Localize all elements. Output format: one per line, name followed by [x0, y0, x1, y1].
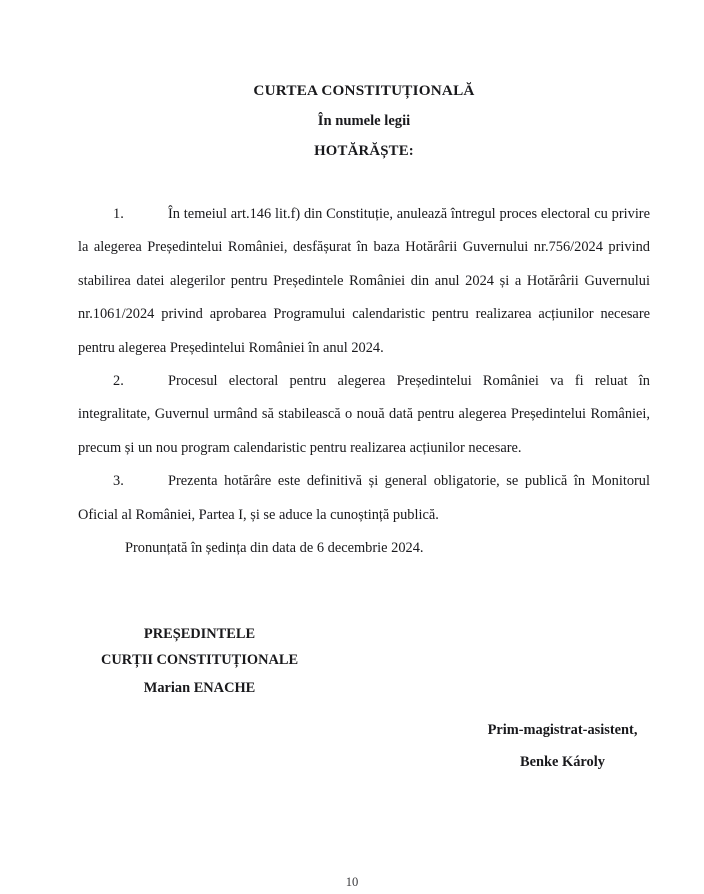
document-header: [78, 78, 650, 165]
signature-block-magistrate: [440, 714, 685, 778]
magistrate-name: Benke Károly: [520, 754, 605, 770]
page-number: 10: [345, 875, 359, 889]
paragraph-number-3: 3.: [113, 473, 124, 490]
decides-heading: HOTĂRĂȘTE:: [314, 143, 414, 159]
numbered-paragraph-1: [78, 198, 650, 365]
paragraph-text-1: În temeiul art.146 lit.f) din Constituție, anulează întregul proces electoral cu privire la alegerea Președintelui României, desfășurat în baza Hotărârii Guvernului nr.756/2024 privind stabilirea datei alegerilor pentru Președintele României din anul 2024 și a Hotărârii Guvernului nr.1061/2024 privind aprobarea Programului calendaristic pentru realizarea acțiunilor necesare pentru alegerea Președintelui României în anul 2024.: [78, 206, 650, 356]
president-title-line-1: PREȘEDINTELE: [143, 626, 256, 642]
paragraph-number-2: 2.: [113, 373, 124, 390]
pronouncement-line: Pronunțată în ședința din data de 6 decembrie 2024.: [125, 540, 424, 557]
president-title-line-2: CURȚII CONSTITUȚIONALE: [100, 651, 299, 668]
numbered-paragraph-3: [78, 465, 650, 532]
in-name-of-law-line: În numele legii: [317, 113, 411, 129]
numbered-paragraph-2: [78, 365, 650, 465]
president-name: Marian ENACHE: [143, 680, 256, 696]
magistrate-title: Prim-magistrat-asistent,: [487, 722, 638, 738]
paragraph-text-3: Prezenta hotărâre este definitivă și general obligatorie, se publică în Monitorul Oficial al României, Partea I, și se aduce la cunoștință publică.: [78, 473, 650, 523]
document-body: [78, 198, 650, 565]
paragraph-text-2: Procesul electoral pentru alegerea Președintelui României va fi reluat în integralitate, Guvernul urmând să stabilească o nouă dată pentru alegerea Președintelui României, precum și un nou program calendaristic pentru realizarea acțiunilor necesare.: [78, 373, 650, 456]
signature-block-president: [78, 622, 321, 702]
court-title: CURTEA CONSTITUȚIONALĂ: [253, 82, 475, 99]
paragraph-number-1: 1.: [113, 206, 124, 222]
